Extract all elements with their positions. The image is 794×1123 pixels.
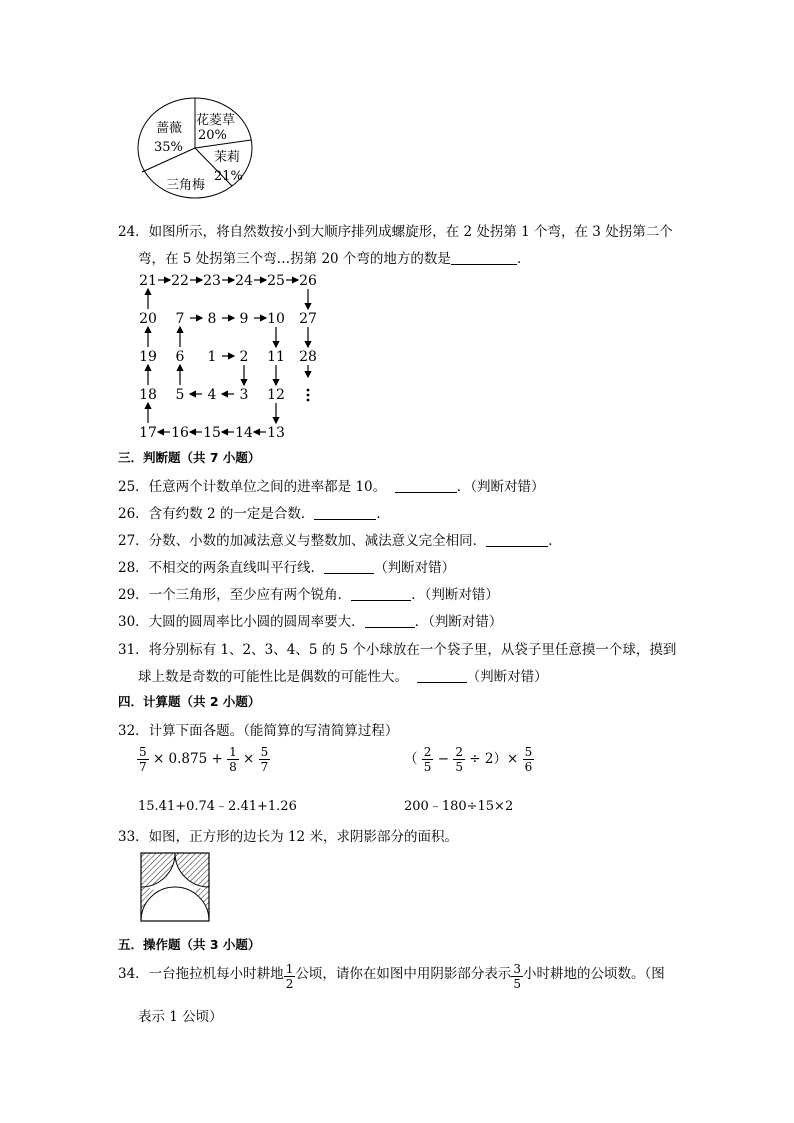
spiral-number: 23 xyxy=(203,273,221,289)
section-4-title: 四．计算题（共 2 小题） xyxy=(118,694,261,709)
spiral-number: 25 xyxy=(267,273,285,289)
q34-line2: 表示 1 公顷） xyxy=(138,1009,223,1025)
q32-title: 32．计算下面各题。（能简算的写清简算过程） xyxy=(118,723,399,739)
q32-expression-2: （ $\frac{2}{5}$ − $\frac{2}{5}$ ÷ 2）× $\frac{5}{6}$ xyxy=(404,745,533,774)
answer-blank xyxy=(451,250,517,265)
answer-blank xyxy=(417,668,467,683)
q31-line1: 31．将分别标有 1、2、3、4、5 的 5 个小球放在一个袋子里，从袋子里任意摸一个球，摸到 xyxy=(118,642,677,658)
spiral-number: 13 xyxy=(267,425,285,441)
q26: 26．含有约数 2 的一定是合数． ． xyxy=(118,506,390,522)
q30: 30．大圆的圆周率比小圆的圆周率要大． ．（判断对错） xyxy=(118,614,503,630)
slice-percent-qiangwei: 35% xyxy=(154,140,183,155)
q24-line2: 弯，在 5 处拐第三个弯…拐第 20 个弯的地方的数是 ． xyxy=(138,251,531,267)
slice-percent-hualingcao: 20% xyxy=(198,128,227,143)
spiral-number: 22 xyxy=(171,273,189,289)
slice-label-sanjiaomei: 三角梅 xyxy=(166,178,206,193)
q32-expression-1: $\frac{5}{7}$ × 0.875 + $\frac{1}{8}$ × $\frac{5}{7}$ xyxy=(139,745,269,774)
spiral-number: 12 xyxy=(267,387,285,403)
slice-label-hualingcao: 花菱草 xyxy=(196,113,236,128)
spiral-number: 9 xyxy=(239,311,249,327)
spiral-number: 6 xyxy=(175,349,185,365)
spiral-number: 8 xyxy=(207,311,217,327)
spiral-number: 10 xyxy=(267,311,285,327)
q33-text: 33．如图，正方形的边长为 12 米，求阴影部分的面积。 xyxy=(118,829,458,845)
section-3-title: 三．判断题（共 7 小题） xyxy=(118,450,261,465)
q31-line2: 球上数是奇数的可能性比是偶数的可能性大。 （判断对错） xyxy=(138,669,548,685)
slice-percent-moli: 21% xyxy=(214,169,243,184)
q24-line1: 24．如图所示，将自然数按小到大顺序排列成螺旋形，在 2 处拐第 1 个弯，在 3 处拐第二个 xyxy=(118,224,673,240)
spiral-number: 26 xyxy=(299,273,317,289)
shaded-square-figure xyxy=(140,852,210,922)
spiral-number: 27 xyxy=(299,311,317,327)
answer-blank xyxy=(351,586,411,601)
q32-expression-3: 15.41+0.74﹣2.41+1.26 xyxy=(138,799,297,814)
spiral-number: 3 xyxy=(239,387,249,403)
spiral-number: 20 xyxy=(139,311,157,327)
spiral-number: 17 xyxy=(139,425,157,441)
spiral-number: 11 xyxy=(267,349,285,365)
q29: 29．一个三角形，至少应有两个锐角． ．（判断对错） xyxy=(118,587,499,603)
spiral-number: 1 xyxy=(207,349,217,365)
spiral-number: 24 xyxy=(235,273,253,289)
q32-expression-4: 200﹣180÷15×2 xyxy=(404,799,514,814)
spiral-number: 2 xyxy=(239,349,249,365)
ellipsis-dots xyxy=(307,389,310,402)
spiral-number: 19 xyxy=(139,349,157,365)
spiral-number: 15 xyxy=(203,425,221,441)
q25: 25．任意两个计数单位之间的进率都是 10。 ．（判断对错） xyxy=(118,479,545,495)
spiral-number: 28 xyxy=(299,349,317,365)
spiral-number: 18 xyxy=(139,387,157,403)
spiral-number: 14 xyxy=(235,425,253,441)
section-5-title: 五．操作题（共 3 小题） xyxy=(118,937,261,952)
number-spiral-diagram xyxy=(130,268,330,443)
answer-blank xyxy=(486,532,548,547)
q28: 28．不相交的两条直线叫平行线． （判断对错） xyxy=(118,560,456,576)
slice-label-moli: 茉莉 xyxy=(214,150,241,165)
answer-blank xyxy=(324,559,374,574)
spiral-number: 5 xyxy=(175,387,185,403)
slice-label-qiangwei: 蔷薇 xyxy=(156,121,183,136)
q24-line2-text: 弯，在 5 处拐第三个弯…拐第 20 个弯的地方的数是 xyxy=(138,251,451,267)
answer-blank xyxy=(314,505,376,520)
spiral-number: 21 xyxy=(139,273,157,289)
spiral-number: 7 xyxy=(175,311,185,327)
answer-blank xyxy=(395,478,457,493)
spiral-number: 16 xyxy=(171,425,189,441)
q34-line1: 34．一台拖拉机每小时耕地 $\frac{1}{2}$ 公顷，请你在如图中用阴影部分表示 $\frac{3}{5}$ 小时耕地的公顷数。（图 xyxy=(118,962,665,991)
q27: 27．分数、小数的加减法意义与整数加、减法意义完全相同． ． xyxy=(118,533,562,549)
pie-chart xyxy=(134,94,256,202)
answer-blank xyxy=(365,613,415,628)
spiral-number: 4 xyxy=(207,387,217,403)
